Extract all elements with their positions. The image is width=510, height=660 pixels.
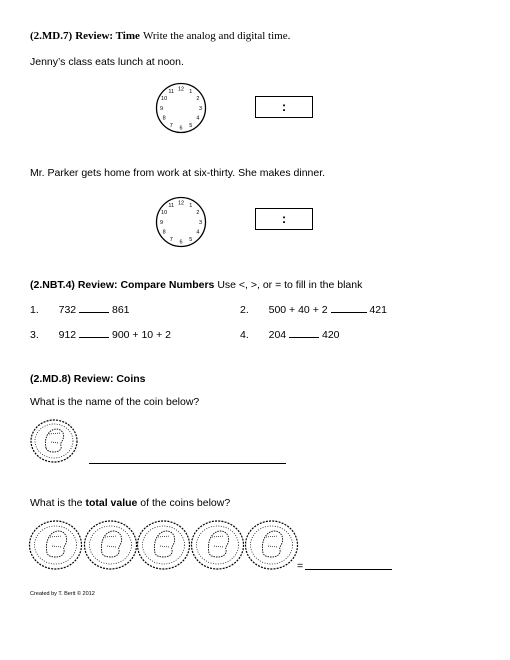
problem-number: 3. bbox=[30, 329, 39, 341]
answer-blank[interactable] bbox=[289, 337, 319, 338]
compare-problem-1 bbox=[30, 304, 130, 316]
nickel-coin-3-icon bbox=[136, 519, 191, 571]
clock-numeral: 8 bbox=[162, 229, 166, 236]
nickel-coin-2-icon bbox=[83, 519, 138, 571]
compare-instruction: Use <, >, or = to fill in the blank bbox=[217, 279, 363, 291]
clock-numeral: 6 bbox=[179, 239, 183, 246]
problem-number: 4. bbox=[240, 329, 249, 341]
clock-numeral: 3 bbox=[198, 105, 203, 112]
digital-separator-1: : bbox=[281, 99, 287, 114]
digital-time-box-1[interactable] bbox=[255, 96, 313, 118]
nickel-coin-4-icon bbox=[190, 519, 245, 571]
analog-clock-2-icon bbox=[155, 196, 207, 248]
time-instruction: Write the analog and digital time. bbox=[142, 30, 291, 42]
clock-numeral: 3 bbox=[198, 219, 203, 226]
question-2-post: of the coins below? bbox=[137, 497, 231, 509]
clock-numeral: 7 bbox=[169, 236, 173, 243]
compare-heading-line bbox=[30, 279, 362, 291]
coin-question-1: What is the name of the coin below? bbox=[30, 396, 200, 408]
time-heading bbox=[30, 30, 290, 42]
nickel-coin-icon bbox=[29, 418, 79, 464]
coin-name-answer-line[interactable] bbox=[89, 463, 286, 464]
clock-numeral: 10 bbox=[161, 96, 168, 103]
time-problem-1-text: Jenny’s class eats lunch at noon. bbox=[30, 56, 184, 68]
question-2-bold: total value bbox=[85, 497, 138, 509]
nickel-coin-1-icon bbox=[28, 519, 83, 571]
compare-problem-3 bbox=[30, 329, 171, 341]
clock-numeral: 2 bbox=[196, 210, 200, 217]
clock-numeral: 12 bbox=[177, 200, 185, 207]
digital-separator-2: : bbox=[281, 211, 287, 226]
compare-problem-2 bbox=[240, 304, 387, 316]
compare-heading: (2.NBT.4) Review: Compare Numbers bbox=[30, 279, 215, 291]
problem-right: 900 + 10 + 2 bbox=[111, 329, 171, 341]
clock-numeral: 4 bbox=[196, 229, 200, 236]
compare-problem-4 bbox=[240, 329, 340, 341]
clock-numeral: 1 bbox=[189, 203, 193, 210]
problem-number: 1. bbox=[30, 304, 39, 316]
clock-numeral: 2 bbox=[196, 96, 200, 103]
problem-right: 861 bbox=[111, 304, 130, 316]
problem-right: 421 bbox=[369, 304, 387, 316]
clock-numeral: 7 bbox=[169, 122, 173, 129]
clock-numeral: 4 bbox=[196, 115, 200, 122]
answer-blank[interactable] bbox=[331, 312, 367, 313]
answer-blank[interactable] bbox=[79, 337, 109, 338]
time-title: Review: Time bbox=[75, 30, 140, 42]
question-2-pre: What is the bbox=[30, 497, 86, 509]
footer-credit: Created by T. Berit © 2012 bbox=[30, 591, 95, 597]
clock-numeral: 5 bbox=[189, 236, 193, 243]
problem-left: 204 bbox=[268, 329, 287, 341]
clock-numeral: 6 bbox=[179, 125, 183, 132]
problem-left: 500 + 40 + 2 bbox=[268, 304, 328, 316]
analog-clock-1-icon bbox=[155, 82, 207, 134]
equals-sign: = bbox=[297, 560, 304, 572]
clock-numeral: 11 bbox=[168, 203, 175, 210]
digital-time-box-2[interactable] bbox=[255, 208, 313, 230]
total-value-answer-line[interactable] bbox=[305, 569, 392, 570]
time-code: (2.MD.7) bbox=[30, 30, 73, 42]
time-problem-2-text: Mr. Parker gets home from work at six-thirty. She makes dinner. bbox=[30, 167, 326, 179]
clock-numeral: 10 bbox=[161, 210, 168, 217]
problem-left: 732 bbox=[58, 304, 77, 316]
clock-numeral: 8 bbox=[162, 115, 166, 122]
nickel-coin-5-icon bbox=[244, 519, 299, 571]
clock-numeral: 9 bbox=[159, 219, 164, 226]
clock-numeral: 5 bbox=[189, 122, 193, 129]
clock-numeral: 11 bbox=[168, 89, 175, 96]
problem-left: 912 bbox=[58, 329, 77, 341]
answer-blank[interactable] bbox=[79, 312, 109, 313]
clock-numeral: 1 bbox=[189, 89, 193, 96]
coin-question-2 bbox=[30, 497, 230, 509]
clock-numeral: 9 bbox=[159, 105, 164, 112]
problem-right: 420 bbox=[321, 329, 340, 341]
coins-heading: (2.MD.8) Review: Coins bbox=[30, 373, 146, 385]
clock-numeral: 12 bbox=[177, 86, 185, 93]
problem-number: 2. bbox=[240, 304, 249, 316]
